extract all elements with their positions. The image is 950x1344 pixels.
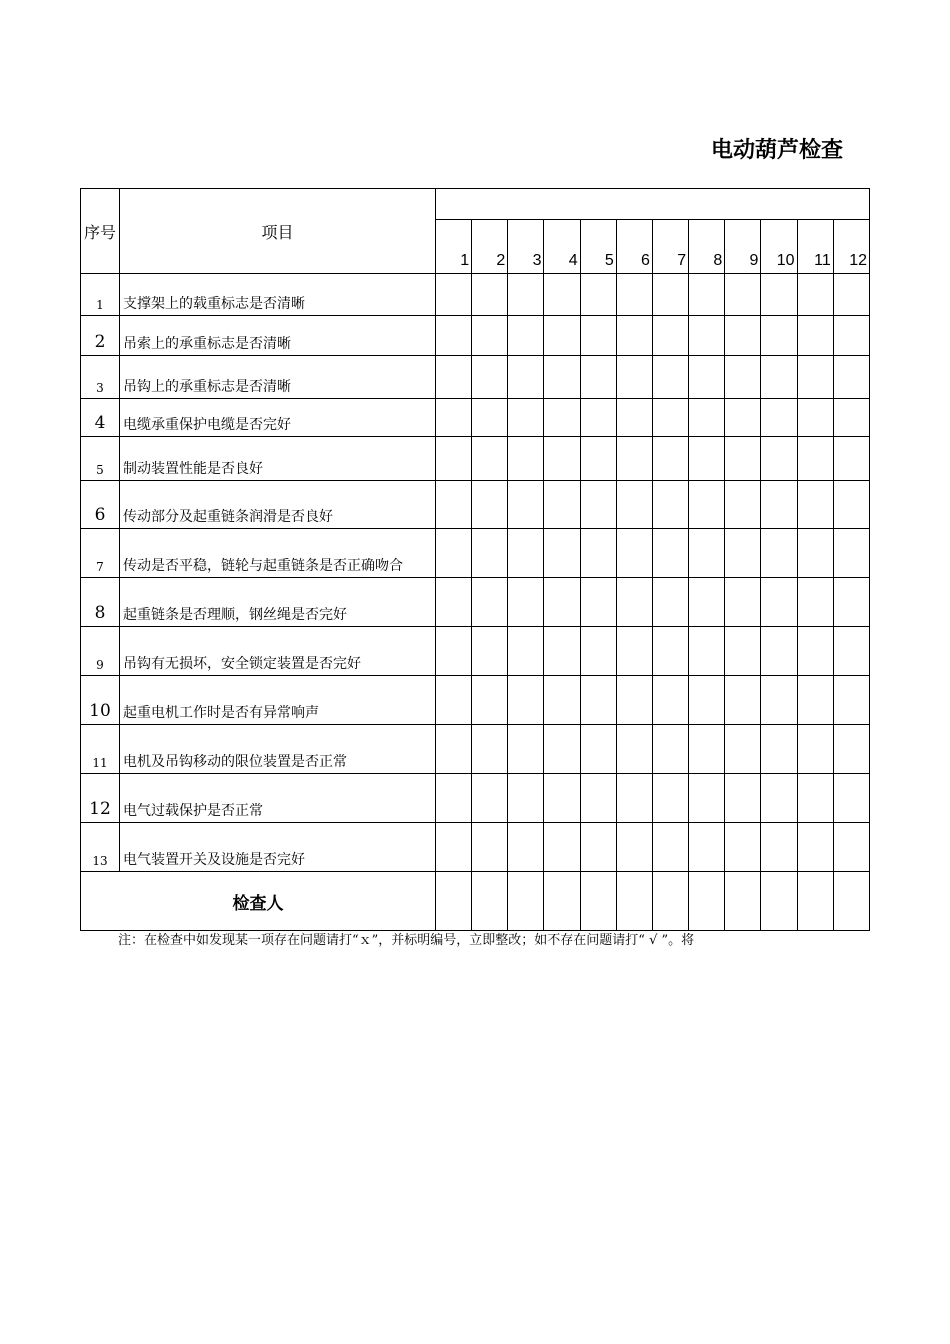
day-header: 2 <box>472 220 508 274</box>
day-header: 8 <box>689 220 725 274</box>
check-cell[interactable] <box>797 274 833 316</box>
day-header: 7 <box>652 220 688 274</box>
row-seq: 12 <box>81 774 120 823</box>
check-cell[interactable] <box>580 437 616 481</box>
day-header: 4 <box>544 220 580 274</box>
check-cell[interactable] <box>725 627 761 676</box>
check-cell[interactable] <box>652 676 688 725</box>
check-cell[interactable] <box>508 481 544 529</box>
check-cell[interactable] <box>436 725 472 774</box>
check-cell[interactable] <box>544 676 580 725</box>
check-cell[interactable] <box>725 481 761 529</box>
seq-header: 序号 <box>81 189 120 274</box>
check-cell[interactable] <box>833 823 869 872</box>
row-item: 电气装置开关及设施是否完好 <box>120 823 436 872</box>
check-cell[interactable] <box>797 399 833 437</box>
check-cell[interactable] <box>580 316 616 356</box>
check-cell[interactable] <box>436 274 472 316</box>
check-cell[interactable] <box>689 274 725 316</box>
inspector-label: 检查人 <box>81 872 436 931</box>
check-cell[interactable] <box>833 356 869 399</box>
day-header: 5 <box>580 220 616 274</box>
check-cell[interactable] <box>833 725 869 774</box>
check-cell[interactable] <box>725 316 761 356</box>
row-seq: 9 <box>81 627 120 676</box>
check-cell[interactable] <box>833 399 869 437</box>
check-cell[interactable] <box>508 356 544 399</box>
row-seq: 4 <box>81 399 120 437</box>
check-cell[interactable] <box>725 437 761 481</box>
table-row <box>81 274 870 316</box>
signature-cell[interactable] <box>544 872 580 931</box>
check-cell[interactable] <box>689 356 725 399</box>
inspection-table-container <box>80 188 865 928</box>
check-cell[interactable] <box>508 316 544 356</box>
check-cell[interactable] <box>652 627 688 676</box>
check-cell[interactable] <box>689 725 725 774</box>
check-cell[interactable] <box>616 274 652 316</box>
check-cell[interactable] <box>436 823 472 872</box>
check-cell[interactable] <box>616 774 652 823</box>
row-seq: 3 <box>81 356 120 399</box>
check-cell[interactable] <box>580 529 616 578</box>
check-cell[interactable] <box>797 774 833 823</box>
check-cell[interactable] <box>689 578 725 627</box>
row-item: 电气过载保护是否正常 <box>120 774 436 823</box>
table-row <box>81 481 870 529</box>
check-cell[interactable] <box>436 356 472 399</box>
check-cell[interactable] <box>616 316 652 356</box>
check-cell[interactable] <box>725 399 761 437</box>
page-title: 电动葫芦检查 <box>711 138 844 163</box>
check-cell[interactable] <box>580 481 616 529</box>
row-seq: 5 <box>81 437 120 481</box>
check-cell[interactable] <box>544 627 580 676</box>
check-cell[interactable] <box>616 529 652 578</box>
table-row <box>81 676 870 725</box>
day-header: 11 <box>797 220 833 274</box>
footnote: 注：在检查中如发现某一项存在问题请打“ｘ”，并标明编号，立即整改；如不存在问题请打“ √ ”。将 <box>118 933 695 948</box>
check-cell[interactable] <box>472 399 508 437</box>
check-cell[interactable] <box>580 399 616 437</box>
signature-cell[interactable] <box>689 872 725 931</box>
check-cell[interactable] <box>472 274 508 316</box>
check-cell[interactable] <box>508 627 544 676</box>
check-cell[interactable] <box>436 676 472 725</box>
check-cell[interactable] <box>472 725 508 774</box>
table-row <box>81 627 870 676</box>
table-row <box>81 725 870 774</box>
day-header: 9 <box>725 220 761 274</box>
check-cell[interactable] <box>797 316 833 356</box>
check-cell[interactable] <box>544 356 580 399</box>
check-cell[interactable] <box>616 437 652 481</box>
check-cell[interactable] <box>689 529 725 578</box>
check-cell[interactable] <box>797 437 833 481</box>
table-row <box>81 316 870 356</box>
check-cell[interactable] <box>761 529 797 578</box>
check-cell[interactable] <box>544 529 580 578</box>
row-seq: 13 <box>81 823 120 872</box>
check-cell[interactable] <box>725 725 761 774</box>
check-cell[interactable] <box>652 274 688 316</box>
check-cell[interactable] <box>725 529 761 578</box>
day-header: 6 <box>616 220 652 274</box>
check-cell[interactable] <box>580 578 616 627</box>
inspector-row <box>81 872 870 931</box>
check-cell[interactable] <box>580 627 616 676</box>
day-header: 10 <box>761 220 797 274</box>
check-cell[interactable] <box>797 627 833 676</box>
check-cell[interactable] <box>833 578 869 627</box>
check-cell[interactable] <box>616 823 652 872</box>
check-cell[interactable] <box>761 725 797 774</box>
row-seq: 10 <box>81 676 120 725</box>
check-cell[interactable] <box>616 481 652 529</box>
item-header: 项目 <box>120 189 436 274</box>
signature-cell[interactable] <box>616 872 652 931</box>
check-cell[interactable] <box>508 437 544 481</box>
check-cell[interactable] <box>725 356 761 399</box>
check-cell[interactable] <box>797 725 833 774</box>
check-cell[interactable] <box>761 676 797 725</box>
check-cell[interactable] <box>508 529 544 578</box>
check-cell[interactable] <box>580 725 616 774</box>
signature-cell[interactable] <box>652 872 688 931</box>
table-row <box>81 356 870 399</box>
check-cell[interactable] <box>472 676 508 725</box>
check-cell[interactable] <box>436 774 472 823</box>
check-cell[interactable] <box>544 725 580 774</box>
check-cell[interactable] <box>761 316 797 356</box>
check-cell[interactable] <box>725 774 761 823</box>
signature-cell[interactable] <box>797 872 833 931</box>
check-cell[interactable] <box>761 356 797 399</box>
check-cell[interactable] <box>797 578 833 627</box>
row-seq: 7 <box>81 529 120 578</box>
check-cell[interactable] <box>436 627 472 676</box>
check-cell[interactable] <box>833 627 869 676</box>
check-cell[interactable] <box>508 774 544 823</box>
check-cell[interactable] <box>508 399 544 437</box>
check-cell[interactable] <box>689 399 725 437</box>
check-cell[interactable] <box>689 437 725 481</box>
check-cell[interactable] <box>761 627 797 676</box>
check-cell[interactable] <box>616 676 652 725</box>
check-cell[interactable] <box>689 627 725 676</box>
check-cell[interactable] <box>544 316 580 356</box>
check-cell[interactable] <box>472 316 508 356</box>
check-cell[interactable] <box>689 481 725 529</box>
check-cell[interactable] <box>761 823 797 872</box>
check-cell[interactable] <box>580 823 616 872</box>
inspection-table <box>80 188 870 931</box>
check-cell[interactable] <box>725 274 761 316</box>
check-cell[interactable] <box>725 578 761 627</box>
check-cell[interactable] <box>652 481 688 529</box>
check-cell[interactable] <box>544 437 580 481</box>
check-cell[interactable] <box>652 774 688 823</box>
check-cell[interactable] <box>833 316 869 356</box>
header-row-top <box>81 189 870 220</box>
row-item: 起重链条是否理顺，钢丝绳是否完好 <box>120 578 436 627</box>
check-cell[interactable] <box>508 274 544 316</box>
check-cell[interactable] <box>436 529 472 578</box>
signature-cell[interactable] <box>761 872 797 931</box>
check-cell[interactable] <box>544 399 580 437</box>
check-cell[interactable] <box>761 774 797 823</box>
check-cell[interactable] <box>833 676 869 725</box>
check-cell[interactable] <box>544 774 580 823</box>
check-cell[interactable] <box>689 316 725 356</box>
check-cell[interactable] <box>652 437 688 481</box>
check-cell[interactable] <box>544 274 580 316</box>
row-item: 电缆承重保护电缆是否完好 <box>120 399 436 437</box>
check-cell[interactable] <box>833 437 869 481</box>
row-seq: 6 <box>81 481 120 529</box>
row-item: 制动装置性能是否良好 <box>120 437 436 481</box>
row-item: 吊钩有无损坏，安全锁定装置是否完好 <box>120 627 436 676</box>
check-cell[interactable] <box>616 399 652 437</box>
check-cell[interactable] <box>580 274 616 316</box>
check-cell[interactable] <box>725 676 761 725</box>
check-cell[interactable] <box>652 356 688 399</box>
check-cell[interactable] <box>508 578 544 627</box>
check-cell[interactable] <box>436 578 472 627</box>
check-cell[interactable] <box>580 676 616 725</box>
check-cell[interactable] <box>761 437 797 481</box>
table-row <box>81 823 870 872</box>
check-cell[interactable] <box>472 481 508 529</box>
day-header: 12 <box>833 220 869 274</box>
check-cell[interactable] <box>472 529 508 578</box>
check-cell[interactable] <box>761 399 797 437</box>
check-cell[interactable] <box>689 676 725 725</box>
check-cell[interactable] <box>580 356 616 399</box>
table-row <box>81 578 870 627</box>
check-cell[interactable] <box>652 399 688 437</box>
check-cell[interactable] <box>652 316 688 356</box>
check-cell[interactable] <box>797 676 833 725</box>
row-seq: 8 <box>81 578 120 627</box>
check-cell[interactable] <box>472 437 508 481</box>
row-item: 传动部分及起重链条润滑是否良好 <box>120 481 436 529</box>
check-cell[interactable] <box>652 529 688 578</box>
check-cell[interactable] <box>508 725 544 774</box>
row-item: 传动是否平稳，链轮与起重链条是否正确吻合 <box>120 529 436 578</box>
check-cell[interactable] <box>616 627 652 676</box>
check-cell[interactable] <box>436 437 472 481</box>
check-cell[interactable] <box>761 481 797 529</box>
check-cell[interactable] <box>544 481 580 529</box>
row-item: 电机及吊钩移动的限位装置是否正常 <box>120 725 436 774</box>
check-cell[interactable] <box>797 481 833 529</box>
row-seq: 11 <box>81 725 120 774</box>
check-cell[interactable] <box>833 481 869 529</box>
check-cell[interactable] <box>833 774 869 823</box>
table-row <box>81 399 870 437</box>
day-header: 1 <box>436 220 472 274</box>
table-row <box>81 437 870 481</box>
check-cell[interactable] <box>689 774 725 823</box>
check-cell[interactable] <box>472 356 508 399</box>
signature-cell[interactable] <box>725 872 761 931</box>
check-cell[interactable] <box>472 627 508 676</box>
signature-cell[interactable] <box>472 872 508 931</box>
signature-cell[interactable] <box>580 872 616 931</box>
table-row <box>81 529 870 578</box>
signature-cell[interactable] <box>508 872 544 931</box>
check-cell[interactable] <box>616 578 652 627</box>
check-cell[interactable] <box>472 823 508 872</box>
row-seq: 2 <box>81 316 120 356</box>
row-item: 起重电机工作时是否有异常响声 <box>120 676 436 725</box>
check-cell[interactable] <box>436 481 472 529</box>
check-cell[interactable] <box>436 399 472 437</box>
check-cell[interactable] <box>797 823 833 872</box>
check-cell[interactable] <box>833 274 869 316</box>
check-cell[interactable] <box>544 578 580 627</box>
row-item: 吊索上的承重标志是否清晰 <box>120 316 436 356</box>
row-seq: 1 <box>81 274 120 316</box>
check-cell[interactable] <box>689 823 725 872</box>
check-cell[interactable] <box>436 316 472 356</box>
check-cell[interactable] <box>725 823 761 872</box>
date-header-blank <box>436 189 870 220</box>
signature-cell[interactable] <box>833 872 869 931</box>
check-cell[interactable] <box>761 274 797 316</box>
check-cell[interactable] <box>616 725 652 774</box>
check-cell[interactable] <box>544 823 580 872</box>
check-cell[interactable] <box>833 529 869 578</box>
check-cell[interactable] <box>616 356 652 399</box>
row-item: 支撑架上的载重标志是否清晰 <box>120 274 436 316</box>
check-cell[interactable] <box>761 578 797 627</box>
check-cell[interactable] <box>797 529 833 578</box>
row-item: 吊钩上的承重标志是否清晰 <box>120 356 436 399</box>
check-cell[interactable] <box>652 725 688 774</box>
check-cell[interactable] <box>652 823 688 872</box>
check-cell[interactable] <box>508 676 544 725</box>
check-cell[interactable] <box>472 578 508 627</box>
check-cell[interactable] <box>652 578 688 627</box>
check-cell[interactable] <box>472 774 508 823</box>
table-row <box>81 774 870 823</box>
check-cell[interactable] <box>508 823 544 872</box>
signature-cell[interactable] <box>436 872 472 931</box>
day-header: 3 <box>508 220 544 274</box>
check-cell[interactable] <box>580 774 616 823</box>
check-cell[interactable] <box>797 356 833 399</box>
